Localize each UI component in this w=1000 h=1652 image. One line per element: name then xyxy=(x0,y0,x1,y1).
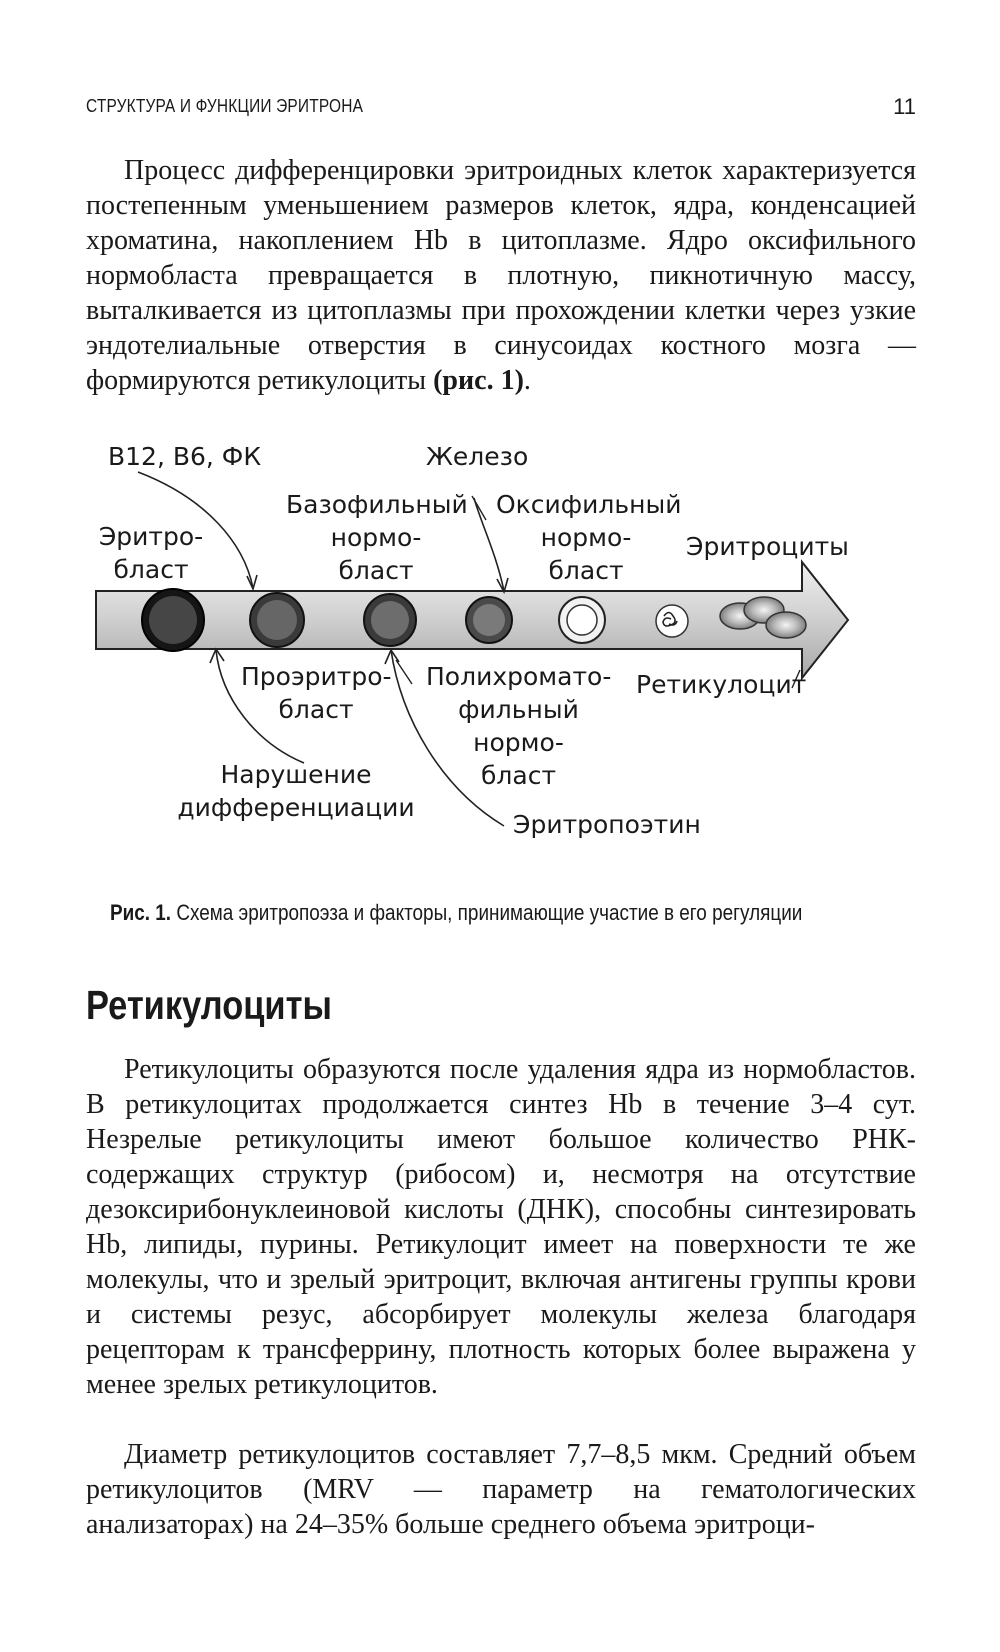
figure-caption-label: Рис. 1. xyxy=(110,900,172,925)
erythropoiesis-figure xyxy=(86,442,916,888)
basophilic-normoblast-nucleus xyxy=(371,601,409,639)
label-reticulocyte: Ретикулоцит xyxy=(636,670,807,699)
factor-iron: Железо xyxy=(426,442,529,471)
label-erythroblast xyxy=(96,520,206,586)
label-polychromatophilic-line-3: нормо- xyxy=(473,728,564,757)
label-polychromatophilic-line-2: фильный xyxy=(458,695,579,724)
label-polychromatophilic-normoblast xyxy=(426,660,611,792)
label-oxyphilic-normoblast xyxy=(496,488,682,587)
erythrocyte-3 xyxy=(766,612,806,638)
figure-reference: (рис. 1) xyxy=(433,365,524,396)
section-title: Ретикулоциты xyxy=(86,982,332,1028)
label-erythroblast-line-1: Эритро- xyxy=(98,522,204,551)
figure-caption xyxy=(110,900,802,926)
label-proerythroblast-line-1: Проэритро- xyxy=(241,662,392,691)
proerythroblast-label-divider xyxy=(396,660,412,684)
factor-vitamins: B12, B6, ФК xyxy=(108,442,262,471)
label-proerythroblast-line-2: бласт xyxy=(278,695,354,724)
running-head: СТРУКТУРА И ФУНКЦИИ ЭРИТРОНА xyxy=(86,96,364,116)
reticulocytes-paragraph-2: Диаметр ретикулоцитов составляет 7,7–8,5 мкм. Средний объем ретикулоцитов (MRV — параметр на гематологических анализаторах) на 24–35% больше среднего объема эритроци- xyxy=(86,1439,916,1540)
figure-caption-text: Схема эритропоэза и факторы, принимающие участие в его регуляции xyxy=(171,900,803,925)
label-proerythroblast xyxy=(241,660,391,726)
factor-impairment xyxy=(176,758,416,824)
label-erythroblast-line-2: бласт xyxy=(113,555,189,584)
label-oxyphilic-line-2: нормо- xyxy=(540,523,632,552)
factor-impairment-line-1: Нарушение xyxy=(220,760,372,789)
erythroblast-nucleus xyxy=(149,596,197,644)
label-basophilic-line-2: нормо- xyxy=(330,523,422,552)
label-polychromatophilic-line-4: бласт xyxy=(480,761,557,790)
label-oxyphilic-line-3: бласт xyxy=(548,556,624,585)
label-basophilic-normoblast xyxy=(286,488,466,587)
label-oxyphilic-line-1: Оксифильный xyxy=(496,490,682,519)
label-basophilic-line-3: бласт xyxy=(338,556,414,585)
polychromatophilic-normoblast-nucleus xyxy=(473,604,505,636)
intro-end: . xyxy=(523,365,531,396)
label-polychromatophilic-line-1: Полихромато- xyxy=(426,662,612,691)
factor-erythropoietin: Эритропоэтин xyxy=(513,810,701,839)
label-basophilic-line-1: Базофильный xyxy=(286,490,468,519)
reticulocytes-paragraph-1: Ретикулоциты образуются после удаления ядра из нормобластов. В ретикулоцитах продолжается синтез Hb в течение 3–4 сут. Незрелые ретикулоциты имеют большое количество РНК-содержащих структур (рибосом) и, несмотря на отсутствие дезоксирибонуклеиновой кислоты (ДНК), способны синтезировать Hb, липиды, пурины. Ретикулоцит имеет на поверхности те же молекулы, что и зрелый эритроцит, включая антигены группы крови и системы резус, абсорбирует молекулы железа благодаря рецепторам к трансферрину, плотность которых более выражена у менее зрелых ретикулоцитов. xyxy=(86,1054,916,1400)
intro-text: Процесс дифференцировки эритроидных клеток характеризуется постепенным уменьшением размеров клеток, ядра, конденсацией хроматина, накоплением Hb в цитоплазме. Ядро оксифильного нормобласта превращается в плотную, пикнотичную массу, выталкивается из цитоплазмы при прохождении клетки через узкие эндотелиальные отверстия в синусоидах костного мозга — формируются ретикулоциты xyxy=(86,155,916,396)
oxyphilic-normoblast-nucleus xyxy=(567,605,597,635)
page-number: 11 xyxy=(893,94,916,119)
intro-paragraph xyxy=(86,153,916,398)
basophilic-label-divider xyxy=(472,496,486,520)
factor-impairment-line-2: дифференциации xyxy=(177,793,415,822)
label-erythrocytes: Эритроциты xyxy=(686,532,849,561)
proerythroblast-nucleus xyxy=(257,600,297,640)
reticulocyte-cell xyxy=(656,605,688,637)
